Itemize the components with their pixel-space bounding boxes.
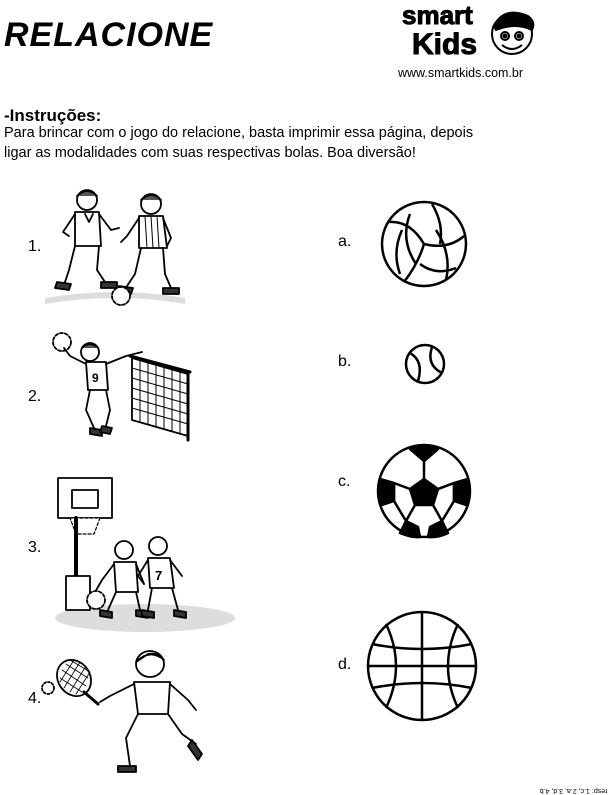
ball-letter-b: b. [338,353,352,370]
tennis-player-illustration [40,648,210,778]
basketball-ball-icon [366,610,478,722]
basketball-players-illustration [50,476,230,636]
ball-letter-a: a. [338,233,352,250]
ball-letter-d: d. [338,656,352,673]
soccer-ball-icon [376,443,472,539]
item-number-2: 2. [28,388,42,405]
smartkids-logo [398,0,538,62]
soccer-players-illustration [45,186,185,311]
item-number-3: 3. [28,539,42,556]
answer-key: resp: 1.c, 2.a, 3.d, 4.b [540,787,608,794]
instructions-heading: -Instruções: [4,106,102,125]
volleyball-ball-icon [380,200,468,288]
item-number-1: 1. [28,238,42,255]
ball-letter-c: c. [338,473,351,490]
item-number-4: 4. [28,690,42,707]
mascot-icon [492,13,533,54]
volleyball-player-illustration [50,330,195,445]
tennis-ball-icon [404,343,446,385]
volleyball-jersey-number: 9 [92,371,99,385]
logo-text-top: smart [402,0,473,30]
logo-text-bottom: Kids [412,28,478,61]
basketball-jersey-number: 7 [155,568,163,583]
instructions-line-2: ligar as modalidades com suas respectivas bolas. Boa diversão! [4,145,416,161]
instructions-line-1: Para brincar com o jogo do relacione, basta imprimir essa página, depois [4,125,474,141]
page-title: RELACIONE [4,16,214,54]
website-url: www.smartkids.com.br [398,66,524,80]
